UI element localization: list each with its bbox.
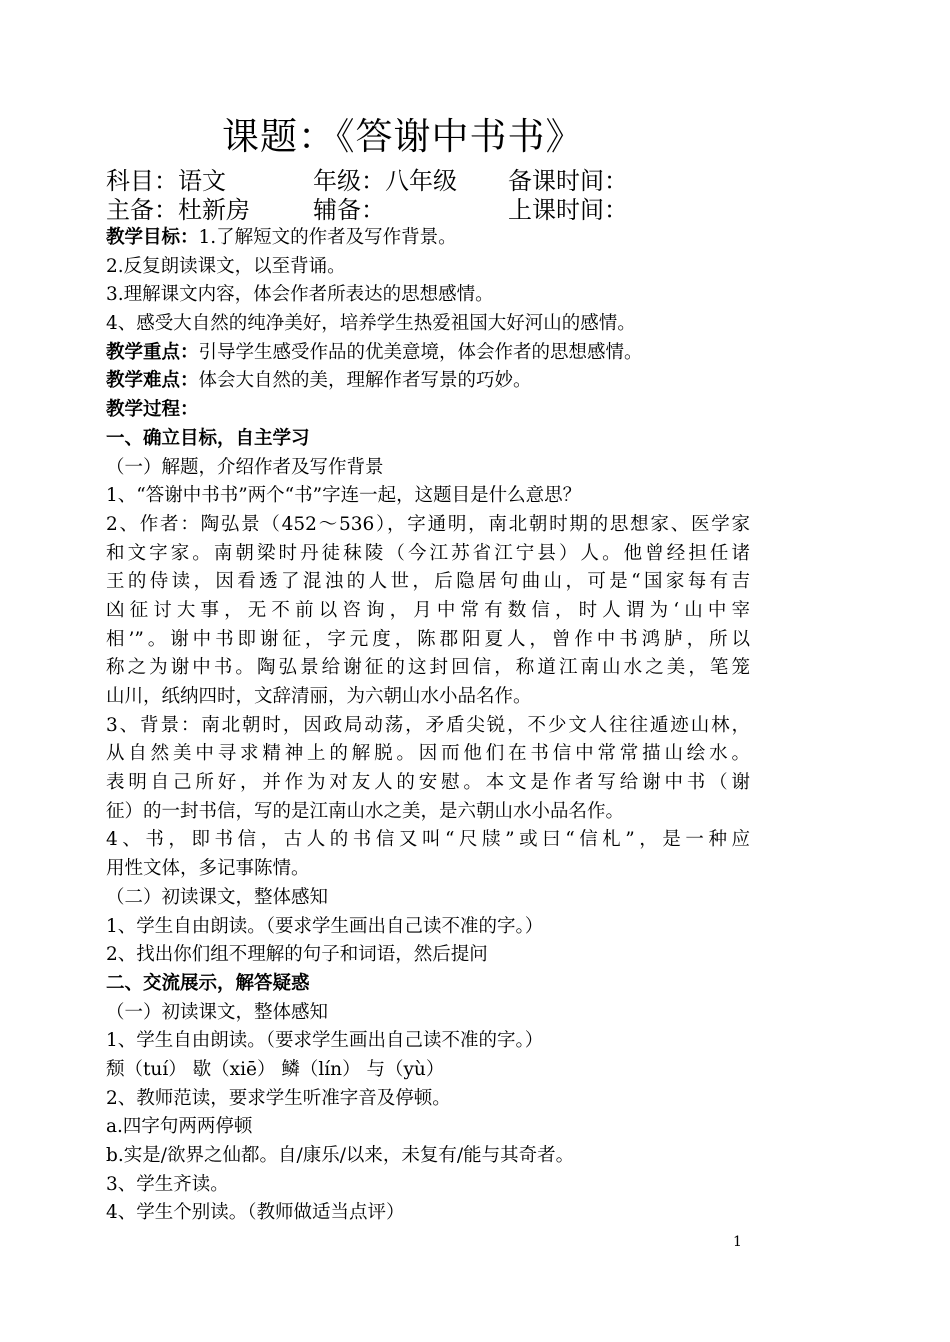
text-line: 凶征讨大事，无不前以咨询，月中常有数信，时人谓为‘山中宰 [106, 599, 750, 621]
class-time-field: 上课时间： [508, 196, 628, 224]
prep-time-field: 备课时间： [508, 167, 628, 195]
text-line: 用性文体，多记事陈情。 [106, 858, 310, 880]
text-line: 3.理解课文内容，体会作者所表达的思想感情。 [106, 284, 494, 306]
field-text: 体会大自然的美，理解作者写景的巧妙。 [198, 370, 532, 392]
text-line: 颓（tuí） 歇（xiē） 鳞（lín） 与（yù） [106, 1058, 445, 1080]
text-line: 4、书，即书信，古人的书信又叫“尺牍”或曰“信札”，是一种应 [106, 829, 750, 851]
lesson-plan-body [106, 224, 756, 1228]
text-line [106, 224, 756, 253]
text-line: 1、学生自由朗读。（要求学生画出自己读不准的字。） [106, 915, 544, 937]
document-title: 课题：《答谢中书书》 [222, 115, 584, 158]
text-line: 3、背景：南北朝时，因政局动荡，矛盾尖锐，不少文人往往遁迹山林， [106, 714, 750, 736]
text-line: 征）的一封书信，写的是江南山水之美，是六朝山水小品名作。 [106, 800, 625, 822]
text-line: 4、感受大自然的纯净美好，培养学生热爱祖国大好河山的感情。 [106, 313, 636, 335]
text-line: 王的侍读，因看透了混浊的人世，后隐居句曲山，可是“国家每有吉 [106, 571, 750, 593]
text-line: a.四字句两两停顿 [106, 1116, 253, 1138]
field-text: 引导学生感受作品的优美意境，体会作者的思想感情。 [198, 341, 643, 363]
subject-field: 科目：语文 [106, 167, 226, 195]
text-line: （一）初读课文，整体感知 [106, 1001, 329, 1023]
lead-preparer-field: 主备：杜新房 [106, 196, 250, 224]
text-line [106, 367, 756, 396]
text-line: 称之为谢中书。陶弘景给谢征的这封回信，称道江南山水之美，笔笼 [106, 657, 750, 679]
text-line: 2、教师范读，要求学生听准字音及停顿。 [106, 1087, 451, 1109]
text-line: 和文字家。南朝梁时丹徒秣陵（今江苏省江宁县）人。他曾经担任诸 [106, 542, 750, 564]
text-line: （二）初读课文，整体感知 [106, 886, 329, 908]
text-line: b.实是/欲界之仙都。自/康乐/以来，未复有/能与其奇者。 [106, 1145, 575, 1166]
text-line: 1、学生自由朗读。（要求学生画出自己读不准的字。） [106, 1030, 544, 1052]
text-line: 4、学生个别读。（教师做适当点评） [106, 1202, 405, 1224]
text-line [106, 396, 756, 425]
section-heading: 一、确立目标，自主学习 [106, 427, 310, 449]
field-text: 1.了解短文的作者及写作背景。 [198, 227, 457, 248]
text-line: 从自然美中寻求精神上的解脱。因而他们在书信中常常描山绘水。 [106, 743, 750, 765]
text-line: 表明自己所好，并作为对友人的安慰。本文是作者写给谢中书（谢 [106, 772, 750, 794]
text-line: 2、找出你们组不理解的句子和词语，然后提问 [106, 944, 488, 966]
text-line: 2、作者：陶弘景（452～536），字通明，南北朝时期的思想家、医学家 [106, 513, 750, 535]
grade-field: 年级：八年级 [313, 167, 457, 195]
text-line: 山川，纸纳四时，文辞清丽，为六朝山水小品名作。 [106, 686, 532, 707]
field-label: 教学重点： [106, 341, 199, 363]
field-label: 教学目标： [106, 227, 199, 248]
text-line: 2.反复朗读课文，以至背诵。 [106, 255, 346, 277]
section-heading: 二、交流展示，解答疑惑 [106, 972, 310, 994]
field-label: 教学难点： [106, 370, 199, 392]
field-label: 教学过程： [106, 399, 199, 421]
text-line: 3、学生齐读。 [106, 1173, 229, 1195]
page-number: 1 [733, 1234, 742, 1250]
text-line: （一）解题，介绍作者及写作背景 [106, 456, 384, 478]
text-line [106, 339, 756, 368]
assistant-preparer-field: 辅备： [313, 196, 385, 224]
text-line: 相’”。谢中书即谢征，字元度，陈郡阳夏人，曾作中书鸿胪，所以 [106, 628, 750, 650]
text-line: 1、“答谢中书书”两个“书”字连一起，这题目是什么意思？ [106, 485, 582, 507]
